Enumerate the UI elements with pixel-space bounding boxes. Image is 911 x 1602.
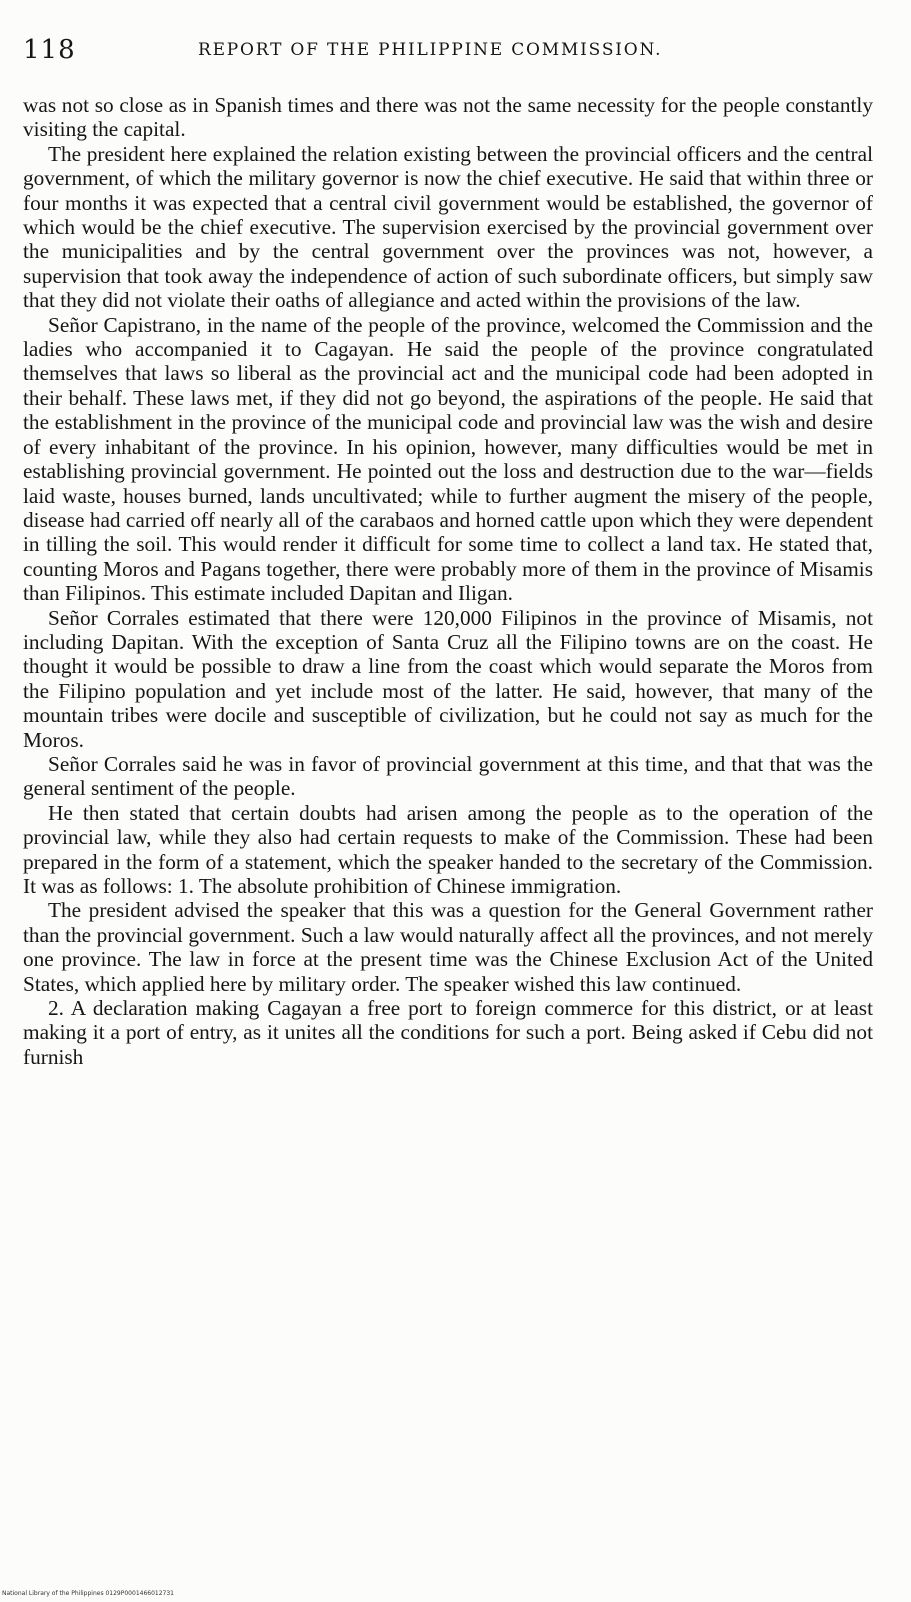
paragraph-capistrano-welcome: Señor Capistrano, in the name of the people of the province, welcomed the Commission and the ladies who accompanied it to Cagayan. He said the people of the province congratulated themselves that laws so liberal as the provincial act and the municipal code had been adopted in their behalf. These laws met, if they did not go beyond, the aspirations of the people. He said that the establishment in the province of the municipal code and provincial law was the wish and desire of every inhabitant of the province. In his opinion, however, many difficulties would be met in establishing provincial government. He pointed out the loss and destruction due to the war—fields laid waste, houses burned, lands uncultivated; while to further augment the misery of the people, disease had carried off nearly all of the carabaos and horned cattle upon which they were dependent in tilling the soil. This would render it difficult for some time to collect a land tax. He stated that, counting Moros and Pagans together, there were probably more of them in the province of Misamis than Filipinos. This estimate included Dapitan and Iligan.	[23, 312, 873, 606]
body-text	[23, 93, 873, 1069]
scan-credit-line: National Library of the Philippines 0129P0001466012731	[2, 1590, 174, 1597]
page-header	[23, 30, 873, 70]
paragraph-president-explanation: The president here explained the relation existing between the provincial officers and the central government, of which the military governor is now the chief executive. He said that within three or four months it was expected that a central civil government would be established, the governor of which would be the chief executive. The supervision exercised by the provincial government over the municipalities and by the central government over the provinces was not, however, a supervision that took away the independence of action of such subordinate officers, but simply saw that they did not violate their oaths of allegiance and acted within the provisions of the law.	[23, 141, 873, 313]
paragraph-continuation: was not so close as in Spanish times and there was not the same necessity for the people constantly visiting the capital.	[23, 93, 873, 142]
paragraph-doubts-requests: He then stated that certain doubts had arisen among the people as to the operation of the provincial law, while they also had certain requests to make of the Commission. These had been prepared in the form of a statement, which the speaker handed to the secretary of the Commission. It was as follows: 1. The absolute prohibition of Chinese immigration.	[23, 800, 873, 898]
paragraph-corrales-favor: Señor Corrales said he was in favor of provincial government at this time, and that that was the general sentiment of the people.	[23, 751, 873, 801]
paragraph-corrales-estimate: Señor Corrales estimated that there were 120,000 Filipinos in the province of Misamis, not including Dapitan. With the exception of Santa Cruz all the Filipino towns are on the coast. He thought it would be possible to draw a line from the coast which would separate the Moros from the Filipino population and yet include most of the latter. He said, however, that many of the mountain tribes were docile and susceptible of civilization, but he could not say as much for the Moros.	[23, 605, 873, 752]
paragraph-president-advice: The president advised the speaker that this was a question for the General Government rather than the provincial government. Such a law would naturally affect all the provinces, and not merely one province. The law in force at the present time was the Chinese Exclusion Act of the United States, which applied here by military order. The speaker wished this law continued.	[23, 898, 873, 996]
running-head: REPORT OF THE PHILIPPINE COMMISSION.	[198, 40, 663, 60]
page-number: 118	[23, 35, 76, 65]
paragraph-free-port: 2. A declaration making Cagayan a free port to foreign commerce for this district, or at least making it a port of entry, as it unites all the conditions for such a port. Being asked if Cebu did not furnish	[23, 996, 873, 1069]
